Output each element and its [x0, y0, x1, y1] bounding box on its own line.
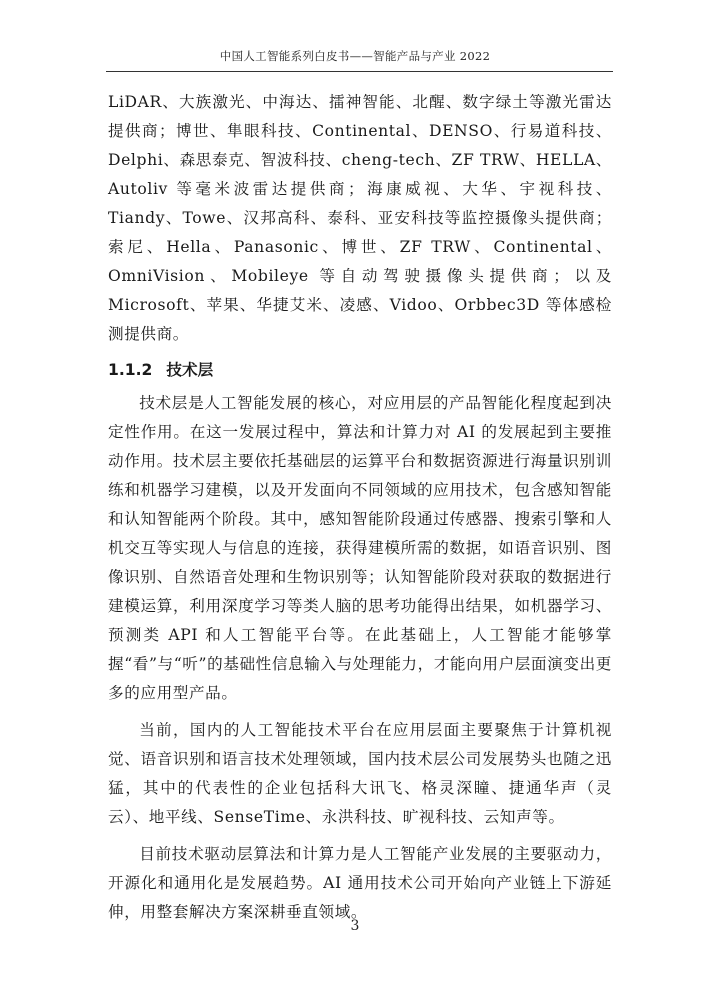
- page-number: 3: [350, 918, 360, 934]
- page-body: [108, 88, 612, 927]
- section-number: 1.1.2: [108, 361, 153, 379]
- paragraph-drivers-trends: 目前技术驱动层算法和计算力是人工智能产业发展的主要驱动力，开源化和通用化是发展趋势。AI 通用技术公司开始向产业链上下游延伸，用整套解决方案深耕垂直领域。: [108, 845, 612, 921]
- running-header: 中国人工智能系列白皮书——智能产品与产业 2022: [219, 49, 491, 63]
- paragraph-technology-layer: 技术层是人工智能发展的核心，对应用层的产品智能化程度起到决定性作用。在这一发展过程中，算法和计算力对 AI 的发展起到主要推动作用。技术层主要依托基础层的运算平台和数据资源进行海量识别训练和机器学习建模，以及开发面向不同领域的应用技术，包含感知智能和认知智能两个阶段。其中，感知智能阶段通过传感器、搜索引擎和人机交互等实现人与信息的连接，获得建模所需的数据，如语音识别、图像识别、自然语音处理和生物识别等；认知智能阶段对获取的数据进行建模运算，利用深度学习等类人脑的思考功能得出结果，如机器学习、预测类 API 和人工智能平台等。在此基础上，人工智能才能够掌握“看”与“听”的基础性信息输入与处理能力，才能向用户层面演变出更多的应用型产品。: [108, 394, 612, 702]
- header-divider: [106, 71, 613, 72]
- section-heading: [108, 357, 612, 383]
- paragraph-domestic-platforms: 当前，国内的人工智能技术平台在应用层面主要聚焦于计算机视觉、语音识别和语言技术处理领域，国内技术层公司发展势头也随之迅猛，其中的代表性的企业包括科大讯飞、格灵深瞳、捷通华声（灵云）、地平线、SenseTime、永洪科技、旷视科技、云知声等。: [108, 721, 612, 826]
- intro-paragraph: LiDAR、大族激光、中海达、擂神智能、北醒、数字绿土等激光雷达提供商；博世、隼眼科技、Continental、DENSO、行易道科技、Delphi、森思泰克、智波科技、cheng-tech、ZF TRW、HELLA、Autoliv 等毫米波雷达提供商；海康威视、大华、宇视科技、Tiandy、Towe、汉邦高科、泰科、亚安科技等监控摄像头提供商；索尼、Hella、Panasonic、博世、ZF TRW、Continental、OmniVision、Mobileye 等自动驾驶摄像头提供商；以及 Microsoft、苹果、华捷艾米、凌感、Vidoo、Orbbec3D 等体感检测提供商。: [108, 93, 612, 343]
- section-title: 技术层: [166, 361, 214, 379]
